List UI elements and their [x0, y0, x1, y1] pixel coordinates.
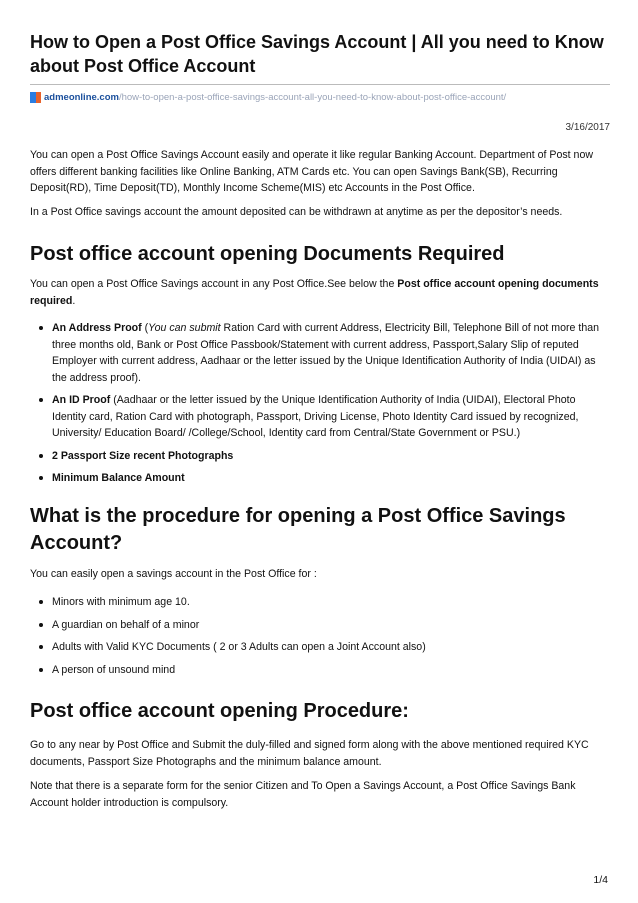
admeonline-logo-icon [30, 92, 41, 103]
opening-procedure-heading: Post office account opening Procedure: [30, 700, 409, 722]
opening-paragraph-2: Note that there is a separate form for the senior Citizen and To Open a Savings Account, a Post Office Savings Bank Account holder introduction is compulsory. [30, 780, 576, 809]
title-divider [30, 84, 610, 85]
item-label: An Address Proof [52, 322, 142, 334]
procedure-heading: What is the procedure for opening a Post Office Savings Account? [30, 504, 566, 554]
item-label: Minimum Balance Amount [52, 472, 185, 484]
page-title: How to Open a Post Office Savings Account | All you need to Know about Post Office Account [30, 32, 604, 76]
documents-intro [30, 276, 610, 309]
eligibility-list [30, 594, 610, 678]
source-path-link[interactable]: /how-to-open-a-post-office-savings-account-all-you-need-to-know-about-post-office-account/ [118, 92, 507, 103]
page-number: 1/4 [593, 874, 608, 886]
documents-intro-text: You can open a Post Office Savings account in any Post Office.See below the [30, 278, 398, 290]
list-item [52, 448, 610, 465]
documents-intro-bold: Post office account opening documents required [30, 278, 599, 307]
procedure-intro: You can easily open a savings account in the Post Office for : [30, 567, 317, 580]
item-italic: You can submit [148, 322, 221, 334]
list-item: Minors with minimum age 10. [52, 594, 610, 611]
list-item [52, 392, 610, 442]
list-item: A person of unsound mind [52, 662, 610, 679]
opening-paragraph-1: Go to any near by Post Office and Submit the duly-filled and signed form along with the above mentioned required KYC documents, Passport Size Photographs and the minimum balance amount. [30, 739, 589, 768]
item-label: 2 Passport Size recent Photographs [52, 449, 234, 462]
documents-list [30, 320, 610, 487]
list-item [52, 320, 610, 386]
list-item: A guardian on behalf of a minor [52, 617, 610, 634]
publish-date: 3/16/2017 [565, 122, 610, 133]
documents-heading: Post office account opening Documents Required [30, 243, 505, 265]
intro-paragraph-2: In a Post Office savings account the amount deposited can be withdrawn at anytime as per the depositor’s needs. [30, 205, 563, 218]
documents-intro-end: . [72, 294, 76, 307]
source-domain-link[interactable]: admeonline.com [44, 92, 119, 103]
source-line [30, 92, 610, 103]
item-label: An ID Proof [52, 394, 111, 406]
list-item [52, 470, 610, 487]
list-item: Adults with Valid KYC Documents ( 2 or 3 Adults can open a Joint Account also) [52, 639, 610, 656]
document-page [30, 0, 610, 811]
item-detail: (Aadhaar or the letter issued by the Unique Identification Authority of India (UIDAI), Electoral Photo Identity card, Ration Card with photograph, Passport, Driving License, Photo Identity Card issued by recognized, University/ Education Board/ /College/School, Identity card from Central/State Government or PSU.) [52, 394, 579, 439]
item-detail: Ration Card with current Address, Electricity Bill, Telephone Bill of not more than three months old, Bank or Post Office Passbook/Statement with current address, Passport,Salary Slip of reputed Employer with current address, Aadhaar or the letter issued by the Unique Identification Authority of India (UIDAI) as the address proof). [52, 322, 600, 384]
item-open-paren: ( [141, 322, 149, 334]
intro-paragraph-1: You can open a Post Office Savings Account easily and operate it like regular Banking Account. Department of Post now offers different banking facilities like Online Banking, ATM Cards etc. You can open Savings Bank(SB), Recurring Deposit(RD), Time Deposit(TD), Monthly Income Scheme(MIS) etc Accounts in the Post Office. [30, 149, 593, 194]
